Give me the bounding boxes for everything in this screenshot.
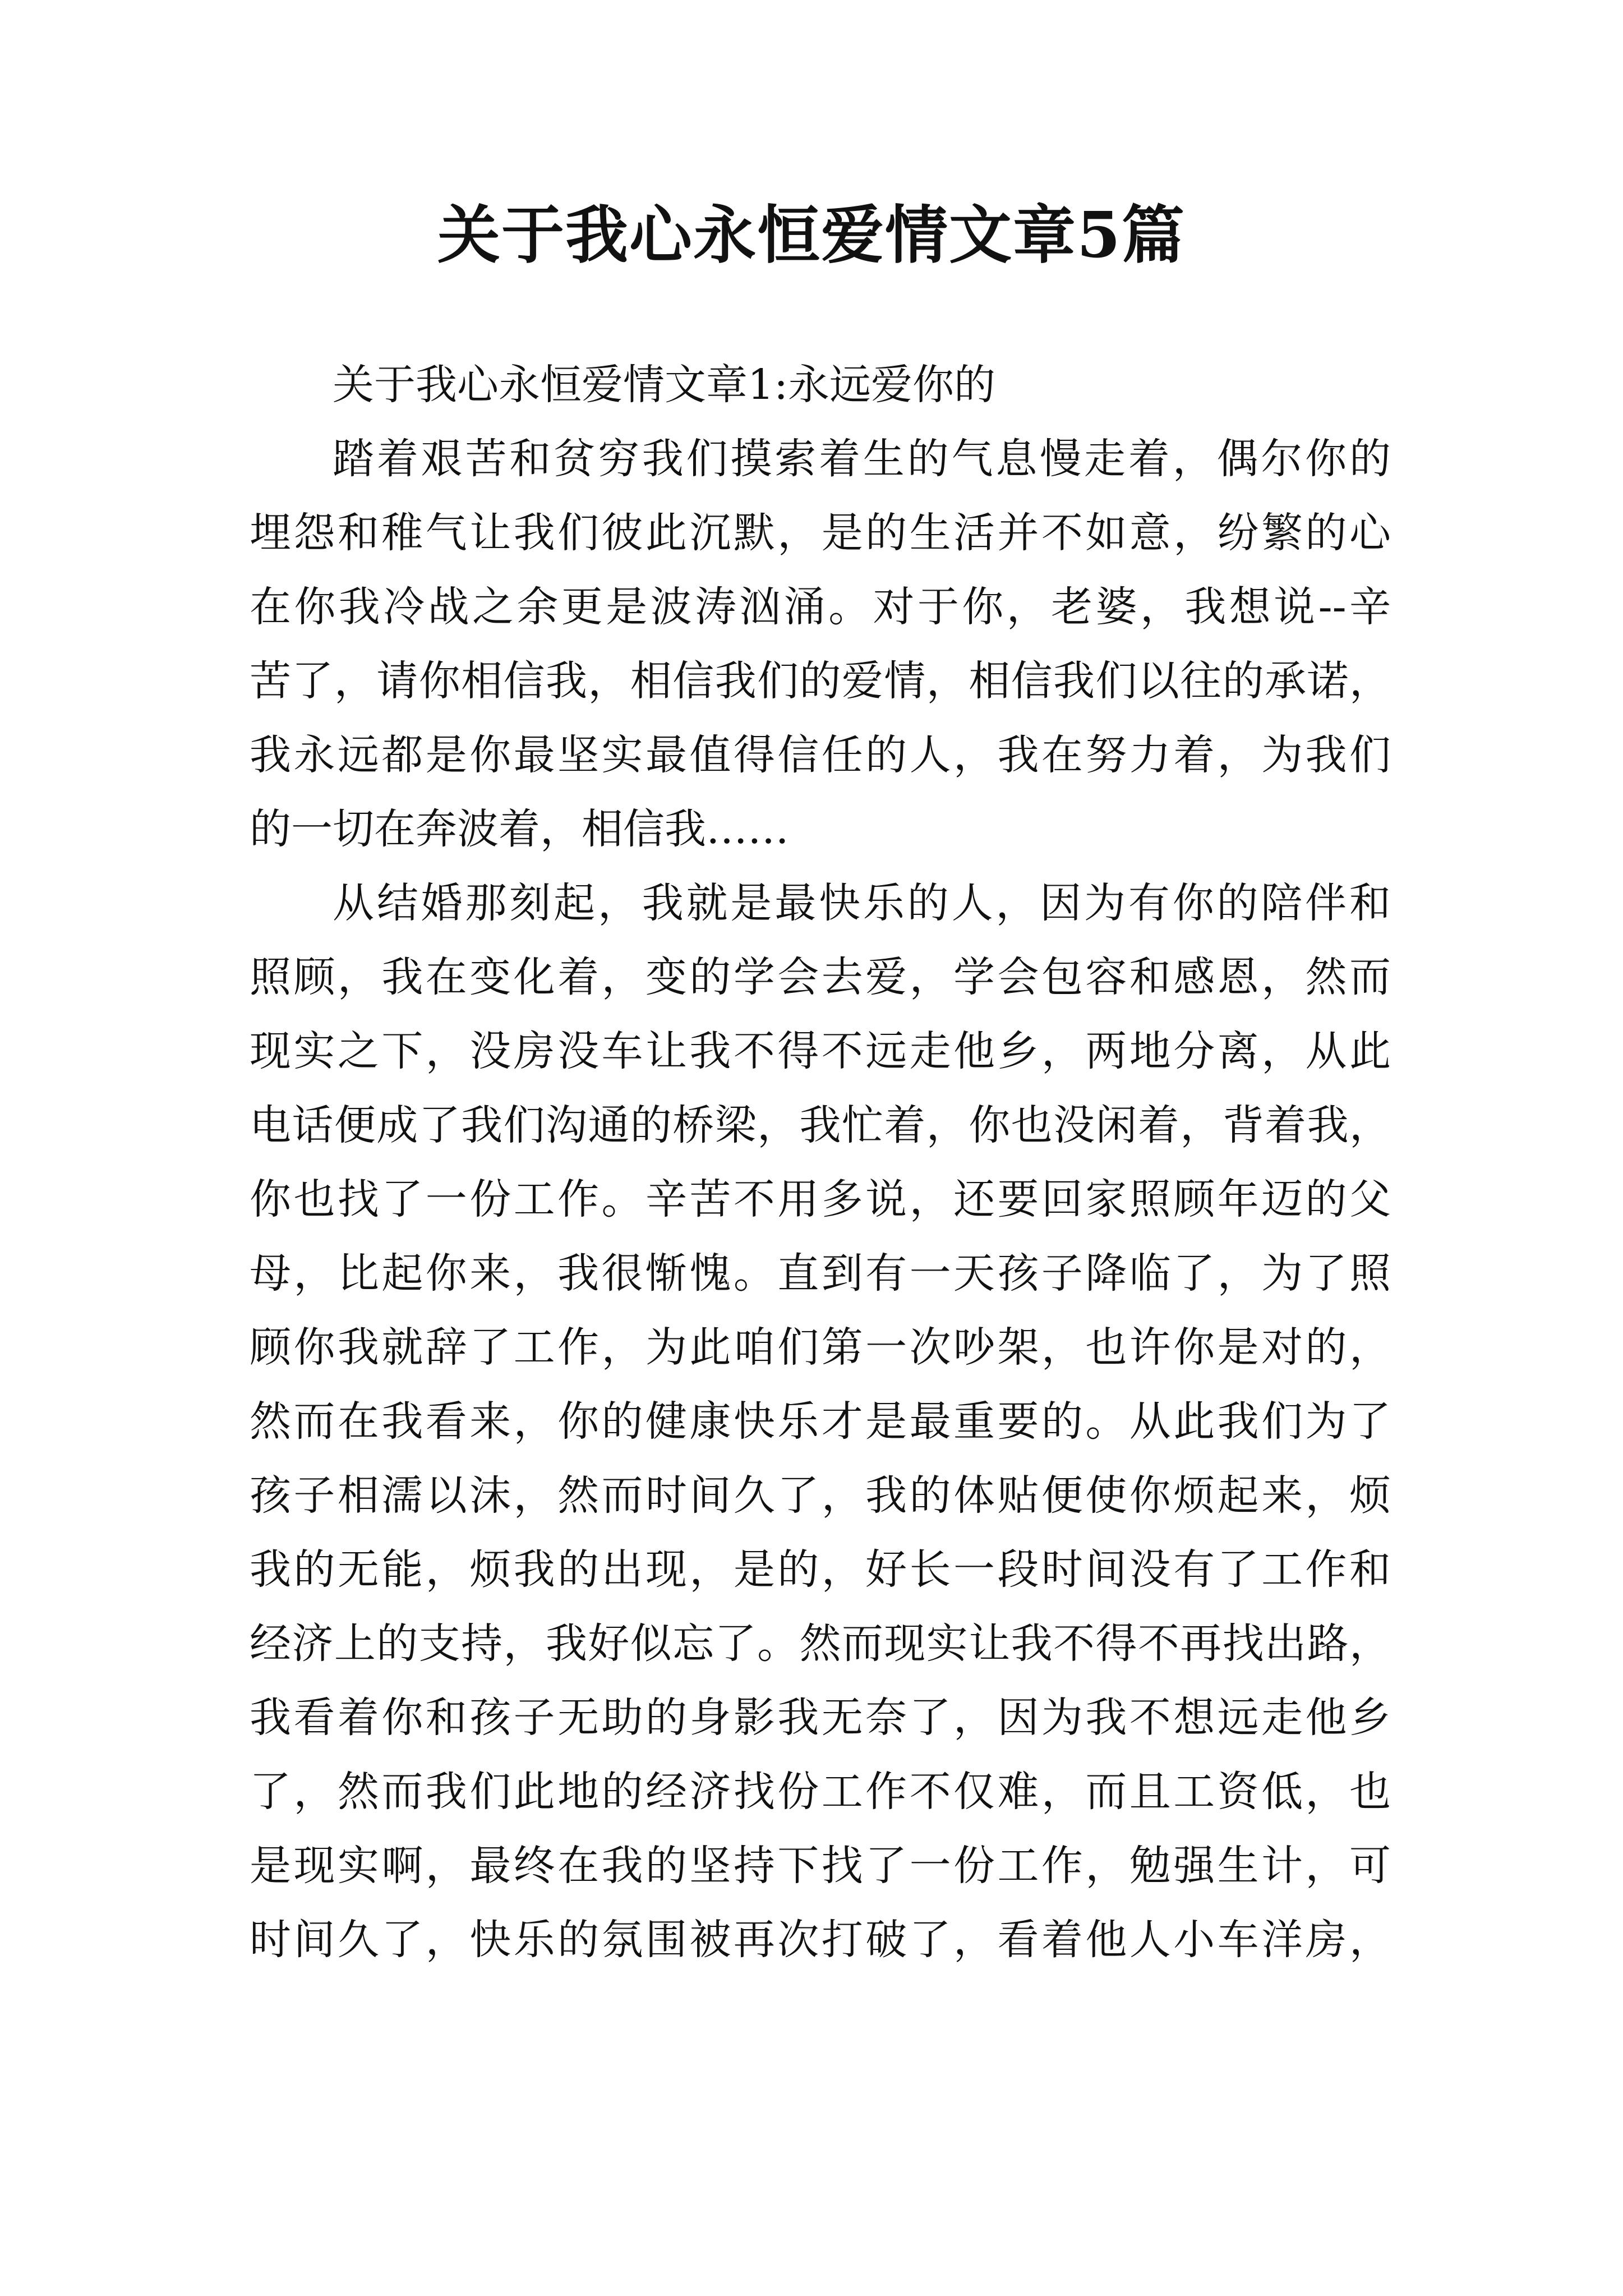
text-line: 苦了，请你相信我，相信我们的爱情，相信我们以往的承诺， <box>250 657 1391 705</box>
text-line: 埋怨和稚气让我们彼此沉默，是的生活并不如意，纷繁的心 <box>250 509 1391 557</box>
section-heading: 关于我心永恒爱情文章1:永远爱你的 <box>333 361 996 409</box>
text-line: 从结婚那刻起，我就是最快乐的人，因为有你的陪伴和 <box>333 879 1391 927</box>
text-line: 你也找了一份工作。辛苦不用多说，还要回家照顾年迈的父 <box>250 1175 1391 1223</box>
text-line: 现实之下，没房没车让我不得不远走他乡，两地分离，从此 <box>250 1027 1391 1075</box>
text-line: 照顾，我在变化着，变的学会去爱，学会包容和感恩，然而 <box>250 953 1391 1001</box>
text-line: 了，然而我们此地的经济找份工作不仅难，而且工资低，也 <box>250 1768 1391 1816</box>
text-line: 电话便成了我们沟通的桥梁，我忙着，你也没闲着，背着我， <box>250 1101 1391 1149</box>
paragraph-1 <box>250 422 1391 866</box>
text-line: 在你我冷战之余更是波涛汹涌。对于你，老婆，我想说--辛 <box>250 583 1391 631</box>
document-title: 关于我心永恒爱情文章5篇 <box>437 199 1186 272</box>
text-line: 顾你我就辞了工作，为此咱们第一次吵架，也许你是对的， <box>250 1323 1391 1372</box>
text-line: 经济上的支持，我好似忘了。然而现实让我不得不再找出路， <box>250 1619 1391 1668</box>
text-line: 然而在我看来，你的健康快乐才是最重要的。从此我们为了 <box>250 1397 1391 1446</box>
text-line: 的一切在奔波着，相信我…… <box>250 805 789 853</box>
text-line: 是现实啊，最终在我的坚持下找了一份工作，勉强生计，可 <box>250 1842 1391 1890</box>
text-line: 踏着艰苦和贫穷我们摸索着生的气息慢走着，偶尔你的 <box>333 435 1391 483</box>
text-line: 我的无能，烦我的出现，是的，好长一段时间没有了工作和 <box>250 1545 1391 1594</box>
paragraph-2 <box>250 866 1391 1977</box>
text-line: 孩子相濡以沫，然而时间久了，我的体贴便使你烦起来，烦 <box>250 1471 1391 1520</box>
text-line: 母，比起你来，我很惭愧。直到有一天孩子降临了，为了照 <box>250 1249 1391 1297</box>
document-body <box>250 348 1391 1977</box>
text-line: 我看着你和孩子无助的身影我无奈了，因为我不想远走他乡 <box>250 1694 1391 1742</box>
text-line: 时间久了，快乐的氛围被再次打破了，看着他人小车洋房， <box>250 1916 1391 1964</box>
text-line: 我永远都是你最坚实最值得信任的人，我在努力着，为我们 <box>250 731 1391 779</box>
